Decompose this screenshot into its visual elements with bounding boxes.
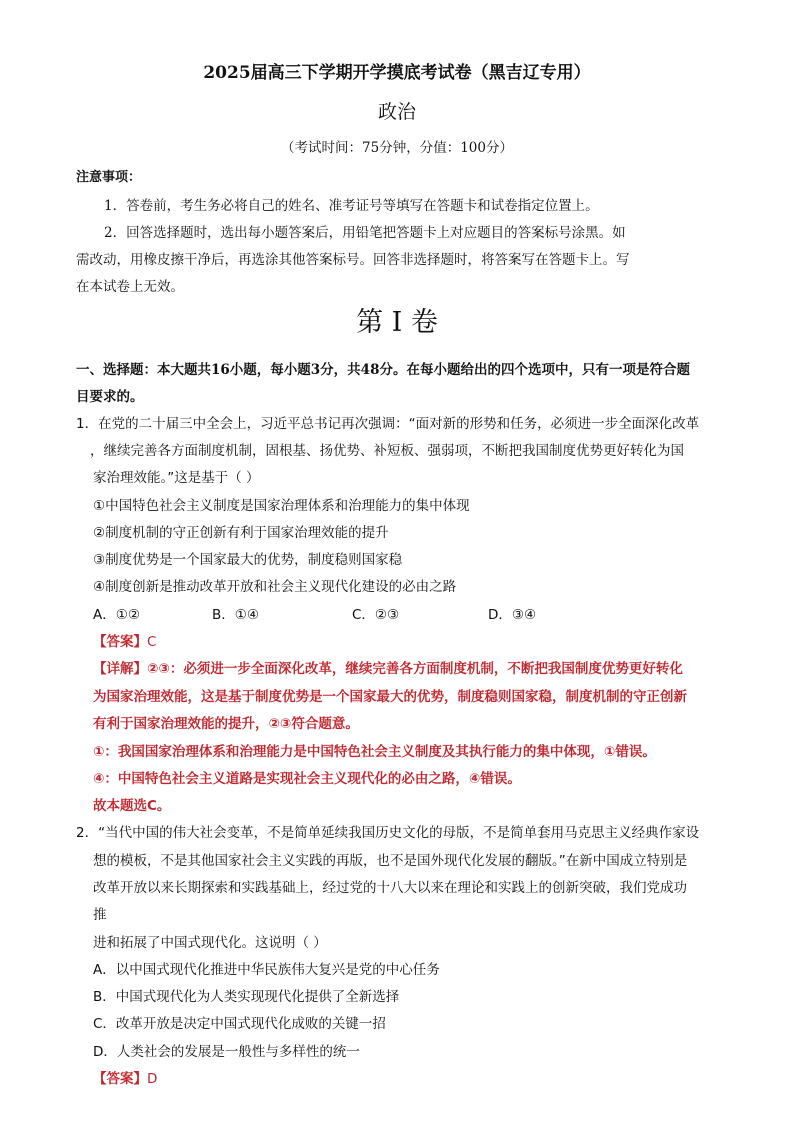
subject-title: 政治 xyxy=(377,101,416,123)
answer-value: D xyxy=(147,1071,158,1087)
q2-option-a: A．以中国式现代化推进中华民族伟大复兴是党的中心任务 xyxy=(93,962,440,978)
q1-stem-line2: ，继续完善各方面制度机制，固根基、扬优势、补短板、强弱项，不断把我国制度优势更好转化为国 xyxy=(90,443,684,459)
q1-conclusion: 故本题选C。 xyxy=(93,798,171,814)
q2-answer xyxy=(93,1067,157,1087)
detail-tag: 【详解】 xyxy=(93,661,147,677)
q1-statement-2: ②制度机制的守正创新有利于国家治理效能的提升 xyxy=(93,525,389,541)
q1-detail-line5: ④：中国特色社会主义道路是实现社会主义现代化的必由之路，④错误。 xyxy=(93,771,521,787)
q1-detail-line1 xyxy=(93,657,683,677)
q1-option-b: B．①④ xyxy=(212,607,259,623)
q1-option-c: C．②③ xyxy=(352,607,400,623)
volume-heading: 第 I 卷 xyxy=(356,307,438,338)
q2-stem-line5: 进和拓展了中国式现代化。这说明（ ） xyxy=(93,935,327,951)
answer-tag: 【答案】 xyxy=(93,1071,147,1087)
detail-text: ②③：必须进一步全面深化改革，继续完善各方面制度机制，不断把我国制度优势更好转化 xyxy=(147,661,683,677)
q1-statement-4: ④制度创新是推动改革开放和社会主义现代化建设的必由之路 xyxy=(93,579,457,595)
q1-statement-3: ③制度优势是一个国家最大的优势，制度稳则国家稳 xyxy=(93,552,403,568)
notice-heading: 注意事项： xyxy=(76,170,142,185)
q1-answer xyxy=(93,630,156,650)
q2-option-b: B．中国式现代化为人类实现现代化提供了全新选择 xyxy=(93,989,400,1005)
notice-item-2-line1: 2．回答选择题时，选出每小题答案后，用铅笔把答题卡上对应题目的答案标号涂黑。如 xyxy=(104,225,626,241)
q1-statement-1: ①中国特色社会主义制度是国家治理体系和治理能力的集中体现 xyxy=(93,498,470,514)
answer-tag: 【答案】 xyxy=(93,634,147,650)
q1-option-d: D．③④ xyxy=(488,607,537,623)
section-heading-line1: 一、选择题：本大题共16小题，每小题3分，共48分。在每小题给出的四个选项中，只有一项是符合题 xyxy=(76,362,690,378)
q1-stem-line3: 家治理效能。”这是基于（ ） xyxy=(93,470,260,486)
q2-stem-line2: 想的模板，不是其他国家社会主义实践的再版，也不是国外现代化发展的翻版。”在新中国成立特别是 xyxy=(93,853,688,869)
q2-option-c: C．改革开放是决定中国式现代化成败的关键一招 xyxy=(93,1016,386,1032)
notice-item-2-line2: 需改动，用橡皮擦干净后，再选涂其他答案标号。回答非选择题时，将答案写在答题卡上。写 xyxy=(76,252,630,268)
q2-option-d: D．人类社会的发展是一般性与多样性的统一 xyxy=(93,1044,360,1060)
q1-detail-line3: 有利于国家治理效能的提升，②③符合题意。 xyxy=(93,716,359,732)
notice-item-2-line3: 在本试卷上无效。 xyxy=(76,279,184,295)
section-heading-line2: 目要求的。 xyxy=(76,389,144,405)
notice-item-1: 1．答卷前，考生务必将自己的姓名、准考证号等填写在答题卡和试卷指定位置上。 xyxy=(104,198,599,214)
q2-stem-line3: 改革开放以来长期探索和实践基础上，经过党的十八大以来在理论和实践上的创新突破，我们党成功 xyxy=(93,880,687,896)
q1-stem-line1: 1．在党的二十届三中全会上，习近平总书记再次强调：“面对新的形势和任务，必须进一步全面深化改革 xyxy=(76,416,700,432)
q1-option-a: A．①② xyxy=(93,607,140,623)
exam-info: （考试时间：75分钟，分值：100分） xyxy=(281,140,513,156)
q2-stem-line4: 推 xyxy=(93,907,107,923)
answer-value: C xyxy=(147,634,157,650)
q2-stem-line1: 2．“当代中国的伟大社会变革，不是简单延续我国历史文化的母版，不是简单套用马克思主义经典作家设 xyxy=(76,825,700,841)
q1-detail-line2: 为国家治理效能，这是基于制度优势是一个国家最大的优势，制度稳则国家稳，制度机制的守正创新 xyxy=(93,689,687,705)
exam-title: 2025届高三下学期开学摸底考试卷（黑吉辽专用） xyxy=(203,63,591,83)
q1-detail-line4: ①：我国国家治理体系和治理能力是中国特色社会主义制度及其执行能力的集中体现，①错误。 xyxy=(93,744,656,760)
